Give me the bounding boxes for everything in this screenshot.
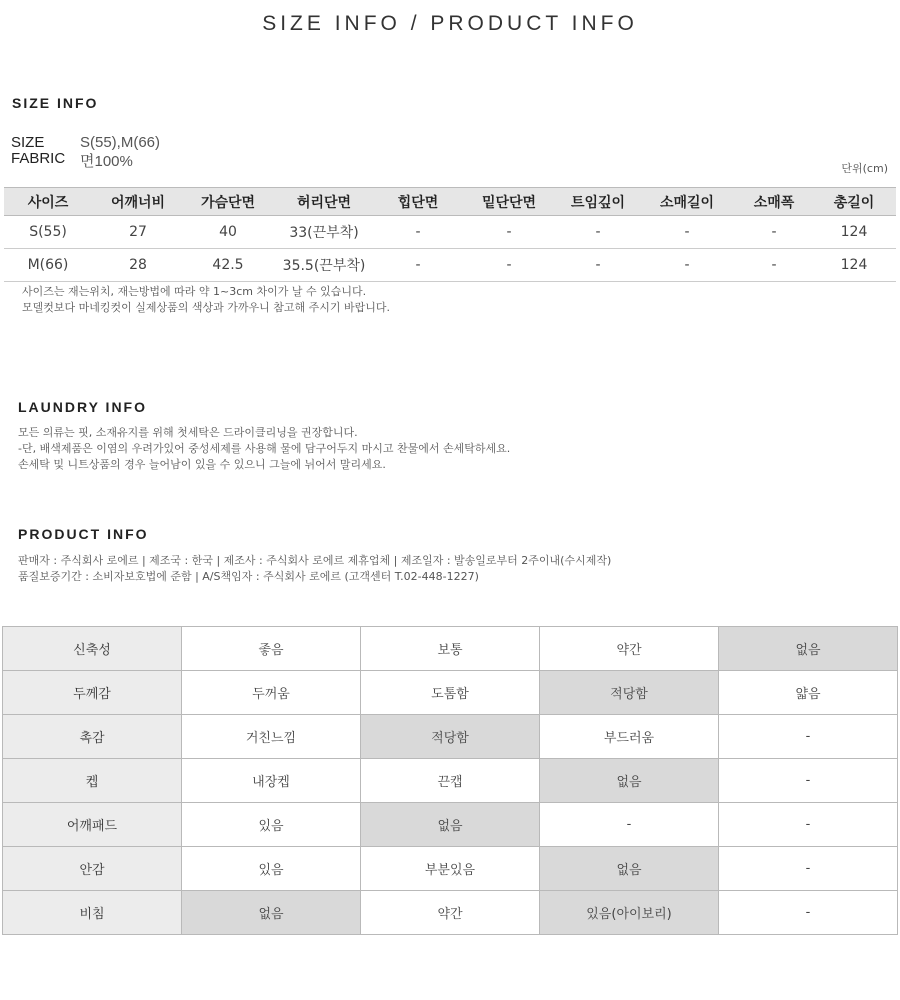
table-cell: 124 bbox=[812, 249, 896, 282]
table-cell: - bbox=[376, 216, 460, 249]
attribute-table bbox=[2, 626, 898, 935]
attribute-option: 끈캡 bbox=[361, 759, 540, 803]
attribute-option: 없음 bbox=[540, 759, 719, 803]
unit-label: 단위(cm) bbox=[841, 162, 888, 175]
table-cell: - bbox=[558, 249, 638, 282]
attribute-option: - bbox=[719, 847, 898, 891]
page-title: SIZE INFO / PRODUCT INFO bbox=[262, 12, 638, 35]
product-line: 판매자 : 주식회사 로에르 | 제조국 : 한국 | 제조사 : 주식회사 로에르 제휴업체 | 제조일자 : 발송일로부터 2주이내(수시제작) bbox=[18, 554, 612, 567]
table-cell: M(66) bbox=[4, 249, 92, 282]
attribute-option: 얇음 bbox=[719, 671, 898, 715]
size-table bbox=[4, 187, 896, 282]
table-cell: 28 bbox=[92, 249, 184, 282]
attribute-option: 없음 bbox=[719, 627, 898, 671]
column-header: 총길이 bbox=[812, 188, 896, 216]
table-cell: S(55) bbox=[4, 216, 92, 249]
attribute-row bbox=[3, 803, 898, 847]
attribute-option: 있음(아이보리) bbox=[540, 891, 719, 935]
attribute-name: 신축성 bbox=[3, 627, 182, 671]
attribute-option: 적당함 bbox=[361, 715, 540, 759]
attribute-row bbox=[3, 627, 898, 671]
table-cell: - bbox=[638, 249, 736, 282]
table-cell: 33(끈부착) bbox=[272, 216, 376, 249]
attribute-row bbox=[3, 847, 898, 891]
attribute-name: 비침 bbox=[3, 891, 182, 935]
product-line: 품질보증기간 : 소비자보호법에 준함 | A/S책임자 : 주식회사 로에르 (고객센터 T.02-448-1227) bbox=[18, 570, 479, 583]
column-header: 트임깊이 bbox=[558, 188, 638, 216]
attribute-name: 두께감 bbox=[3, 671, 182, 715]
table-cell: - bbox=[376, 249, 460, 282]
size-value: S(55),M(66) bbox=[80, 134, 161, 151]
attribute-row bbox=[3, 671, 898, 715]
attribute-option: 없음 bbox=[182, 891, 361, 935]
table-cell: - bbox=[558, 216, 638, 249]
table-cell: - bbox=[736, 216, 812, 249]
attribute-option: 있음 bbox=[182, 803, 361, 847]
attribute-row bbox=[3, 759, 898, 803]
table-cell: - bbox=[638, 216, 736, 249]
laundry-info-heading: LAUNDRY INFO bbox=[18, 399, 147, 415]
table-row bbox=[4, 216, 896, 249]
attribute-row bbox=[3, 715, 898, 759]
column-header: 힙단면 bbox=[376, 188, 460, 216]
attribute-option: 두꺼움 bbox=[182, 671, 361, 715]
table-cell: 35.5(끈부착) bbox=[272, 249, 376, 282]
table-cell: - bbox=[736, 249, 812, 282]
column-header: 사이즈 bbox=[4, 188, 92, 216]
size-label: SIZE bbox=[11, 134, 45, 151]
size-note: 모델컷보다 마네킹컷이 실제상품의 색상과 가까우니 참고해 주시기 바랍니다. bbox=[22, 301, 391, 314]
attribute-option: 부분있음 bbox=[361, 847, 540, 891]
attribute-option: - bbox=[540, 803, 719, 847]
table-cell: 40 bbox=[184, 216, 272, 249]
attribute-name: 촉감 bbox=[3, 715, 182, 759]
table-cell: 27 bbox=[92, 216, 184, 249]
attribute-option: 부드러움 bbox=[540, 715, 719, 759]
fabric-value: 면100% bbox=[80, 153, 133, 170]
size-note: 사이즈는 재는위치, 재는방법에 따라 약 1~3cm 차이가 날 수 있습니다. bbox=[22, 285, 367, 298]
column-header: 밑단단면 bbox=[460, 188, 558, 216]
product-info-heading: PRODUCT INFO bbox=[18, 526, 149, 542]
attribute-option: 보통 bbox=[361, 627, 540, 671]
column-header: 어깨너비 bbox=[92, 188, 184, 216]
table-cell: 124 bbox=[812, 216, 896, 249]
table-cell: - bbox=[460, 216, 558, 249]
laundry-line: 모든 의류는 핏, 소재유지를 위해 첫세탁은 드라이클리닝을 권장합니다. bbox=[18, 426, 358, 439]
size-notes bbox=[22, 284, 390, 316]
table-cell: - bbox=[460, 249, 558, 282]
fabric-label: FABRIC bbox=[11, 150, 66, 167]
attribute-name: 어깨패드 bbox=[3, 803, 182, 847]
size-table-header bbox=[4, 188, 896, 216]
attribute-option: - bbox=[719, 803, 898, 847]
laundry-line: 손세탁 및 니트상품의 경우 늘어남이 있을 수 있으니 그늘에 뉘어서 말리세요. bbox=[18, 458, 386, 471]
attribute-option: - bbox=[719, 891, 898, 935]
attribute-name: 켑 bbox=[3, 759, 182, 803]
attribute-row bbox=[3, 891, 898, 935]
attribute-option: 내장켑 bbox=[182, 759, 361, 803]
attribute-option: - bbox=[719, 715, 898, 759]
size-info-heading: SIZE INFO bbox=[12, 95, 99, 111]
attribute-option: 없음 bbox=[361, 803, 540, 847]
product-notes bbox=[18, 553, 611, 585]
attribute-option: 없음 bbox=[540, 847, 719, 891]
attribute-name: 안감 bbox=[3, 847, 182, 891]
laundry-line: -단, 배색제품은 이염의 우려가있어 중성세제를 사용해 물에 담구어두지 마시고 찬물에서 손세탁하세요. bbox=[18, 442, 511, 455]
attribute-option: 도톰함 bbox=[361, 671, 540, 715]
column-header: 가슴단면 bbox=[184, 188, 272, 216]
attribute-option: 거친느낌 bbox=[182, 715, 361, 759]
attribute-option: 약간 bbox=[540, 627, 719, 671]
table-cell: 42.5 bbox=[184, 249, 272, 282]
table-row bbox=[4, 249, 896, 282]
column-header: 소매길이 bbox=[638, 188, 736, 216]
attribute-option: - bbox=[719, 759, 898, 803]
attribute-option: 약간 bbox=[361, 891, 540, 935]
attribute-option: 있음 bbox=[182, 847, 361, 891]
column-header: 소매폭 bbox=[736, 188, 812, 216]
column-header: 허리단면 bbox=[272, 188, 376, 216]
attribute-option: 적당함 bbox=[540, 671, 719, 715]
laundry-notes bbox=[18, 425, 510, 473]
attribute-option: 좋음 bbox=[182, 627, 361, 671]
